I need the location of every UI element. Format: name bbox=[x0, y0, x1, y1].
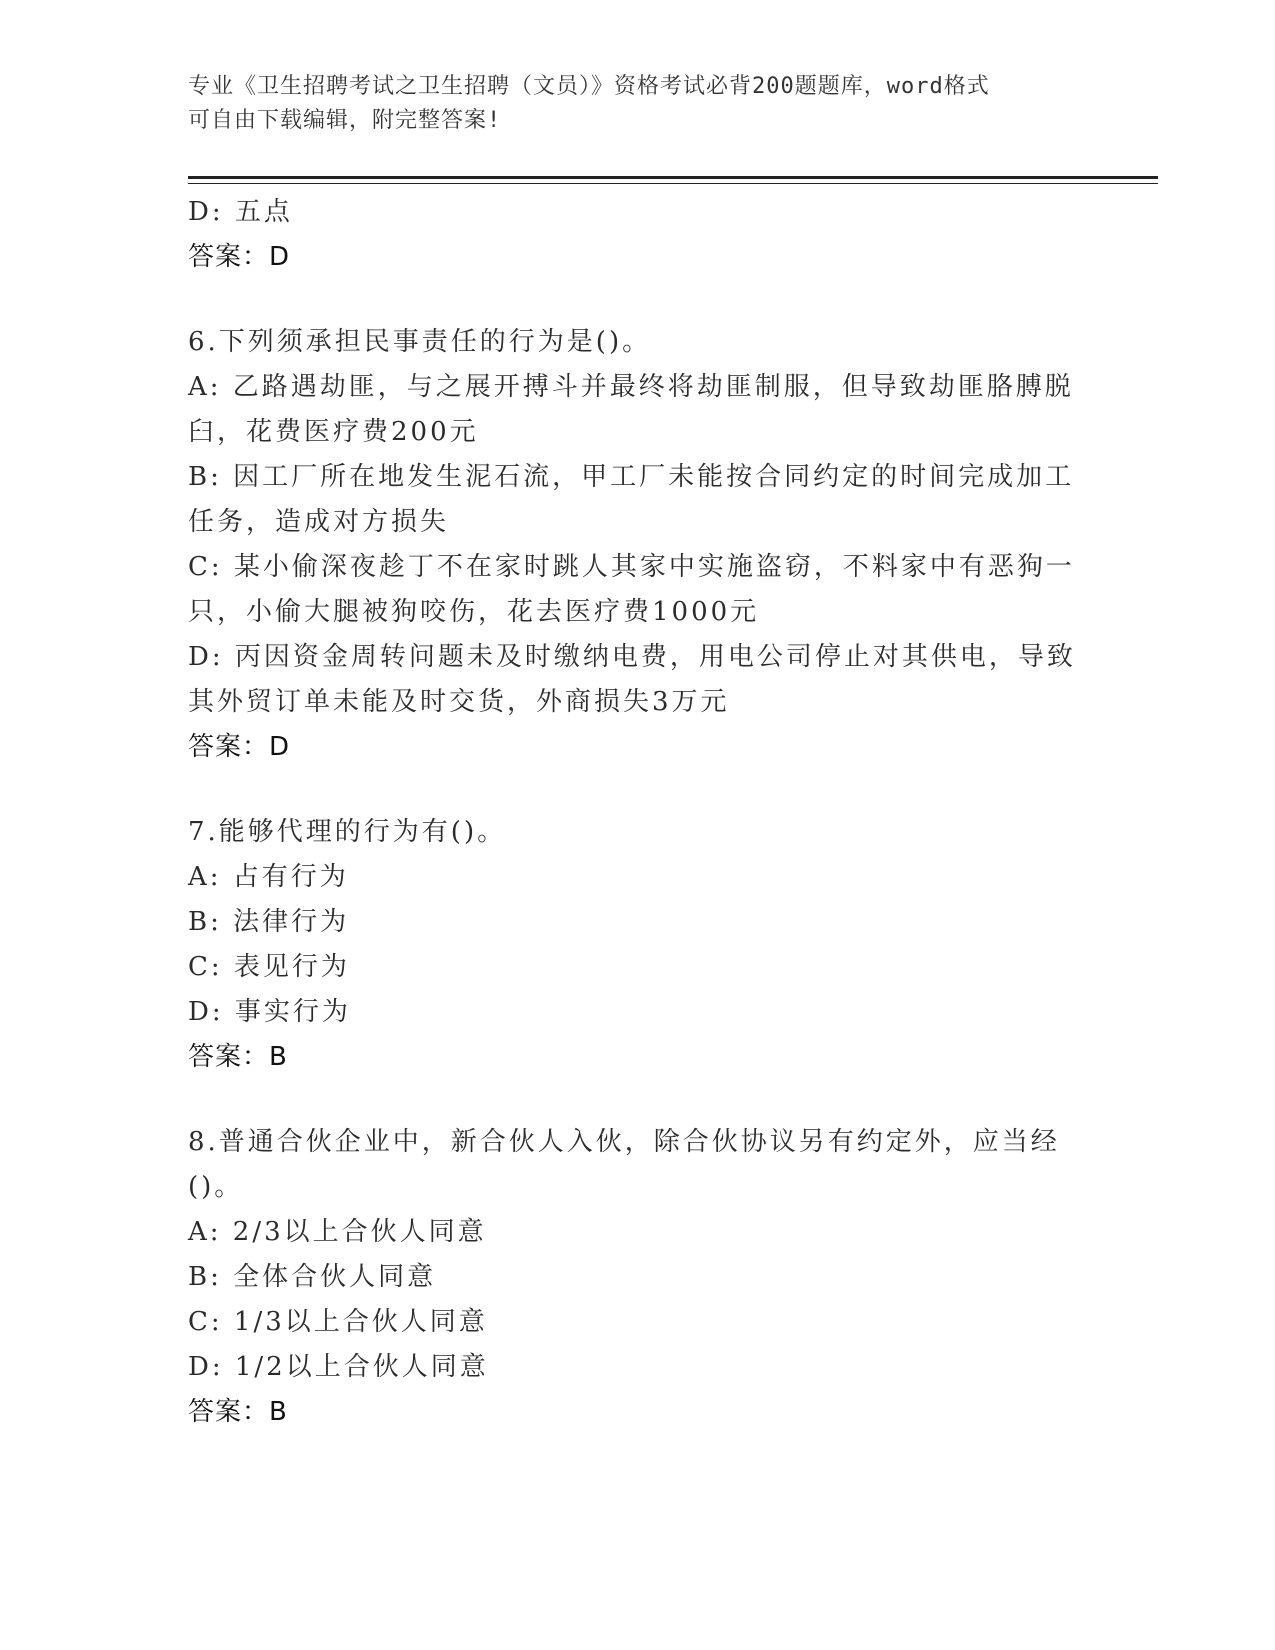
question-5-continued bbox=[188, 190, 1088, 280]
header-divider-thick bbox=[188, 176, 1158, 179]
option-b: B: 法律行为 bbox=[188, 907, 350, 937]
spacer bbox=[188, 280, 1088, 320]
option-d: D: 1/2以上合伙人同意 bbox=[188, 1352, 489, 1382]
option-b-line-1: B: 因工厂所在地发生泥石流，甲工厂未能按合同约定的时间完成加工 bbox=[188, 462, 1075, 492]
question-stem-line-1: 8.普通合伙企业中，新合伙人入伙，除合伙协议另有约定外，应当经 bbox=[188, 1127, 1060, 1157]
option-d-line-2: 其外贸订单未能及时交货，外商损失3万元 bbox=[188, 687, 730, 717]
option-a: A: 占有行为 bbox=[188, 862, 349, 892]
question-7 bbox=[188, 810, 1088, 1080]
option-a-line-1: A: 乙路遇劫匪，与之展开搏斗并最终将劫匪制服，但导致劫匪胳膊脱 bbox=[188, 372, 1074, 402]
document-body bbox=[188, 190, 1088, 1435]
option-c-line-1: C: 某小偷深夜趁丁不在家时跳人其家中实施盗窃，不料家中有恶狗一 bbox=[188, 552, 1075, 582]
question-stem: 6.下列须承担民事责任的行为是()。 bbox=[188, 327, 652, 357]
header-divider-thin bbox=[188, 183, 1158, 184]
option-a: A: 2/3以上合伙人同意 bbox=[188, 1217, 487, 1247]
document-header bbox=[188, 70, 1088, 138]
question-8 bbox=[188, 1120, 1088, 1435]
header-title-line-1: 专业《卫生招聘考试之卫生招聘（文员）》资格考试必背200题题库，word格式 bbox=[188, 74, 990, 99]
spacer bbox=[188, 1080, 1088, 1120]
question-stem: 7.能够代理的行为有()。 bbox=[188, 817, 507, 847]
option-c: C: 1/3以上合伙人同意 bbox=[188, 1307, 488, 1337]
answer-line: 答案：B bbox=[188, 1042, 288, 1072]
option-b-line-2: 任务，造成对方损失 bbox=[188, 507, 450, 537]
header-title-line-2: 可自由下载编辑，附完整答案! bbox=[188, 108, 502, 133]
answer-line: 答案：D bbox=[188, 242, 291, 272]
spacer bbox=[188, 770, 1088, 810]
question-stem-line-2: ()。 bbox=[188, 1172, 244, 1202]
option-c-line-2: 只，小偷大腿被狗咬伤，花去医疗费1000元 bbox=[188, 597, 760, 627]
option-d: D: 事实行为 bbox=[188, 997, 351, 1027]
option-b: B: 全体合伙人同意 bbox=[188, 1262, 437, 1292]
answer-line: 答案：D bbox=[188, 732, 291, 762]
option-a-line-2: 臼，花费医疗费200元 bbox=[188, 417, 479, 447]
option-d-line-1: D: 丙因资金周转问题未及时缴纳电费，用电公司停止对其供电，导致 bbox=[188, 642, 1076, 672]
option-d: D: 五点 bbox=[188, 197, 293, 227]
option-c: C: 表见行为 bbox=[188, 952, 350, 982]
answer-line: 答案：B bbox=[188, 1397, 288, 1427]
question-6 bbox=[188, 320, 1088, 770]
